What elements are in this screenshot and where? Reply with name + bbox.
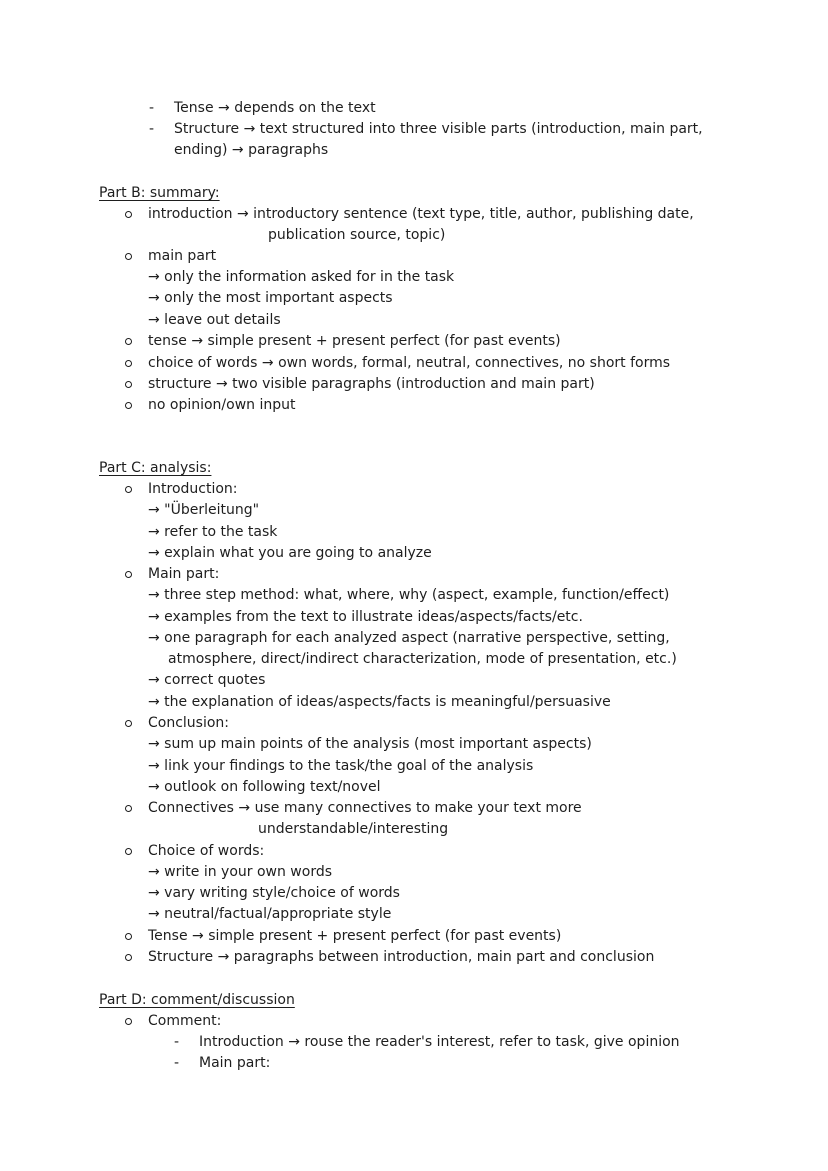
sub-item: → explain what you are going to analyze xyxy=(148,545,432,561)
list-item: introduction → introductory sentence (text type, title, author, publishing date, xyxy=(148,204,694,225)
structure-line: - Structure → text structured into three visible parts (introduction, main part, xyxy=(174,119,703,140)
list-item: Introduction: xyxy=(148,479,238,500)
sub-item: → correct quotes xyxy=(148,672,266,688)
list-item: Choice of words: xyxy=(148,841,264,862)
sub-item-cont: atmosphere, direct/indirect characterization, mode of presentation, etc.) xyxy=(168,651,677,667)
sub-item: → only the information asked for in the task xyxy=(148,269,455,285)
list-item: Tense → simple present + present perfect (for past events) xyxy=(148,926,561,947)
part-c-heading: Part C: analysis: xyxy=(99,460,212,476)
sub-item: → outlook on following text/novel xyxy=(148,779,381,795)
sub-item: → only the most important aspects xyxy=(148,290,393,306)
list-item: Main part: xyxy=(148,564,219,585)
part-b-heading: Part B: summary: xyxy=(99,185,220,201)
sub-item: → "Überleitung" xyxy=(148,502,260,518)
sub-item: → leave out details xyxy=(148,312,281,328)
sub-item: → one paragraph for each analyzed aspect (narrative perspective, setting, xyxy=(148,630,670,646)
sub-item: → the explanation of ideas/aspects/facts is meaningful/persuasive xyxy=(148,694,611,710)
structure-line-cont: ending) → paragraphs xyxy=(174,142,329,158)
sub-item: → refer to the task xyxy=(148,524,278,540)
list-item: Comment: xyxy=(148,1011,221,1032)
sub-item: → examples from the text to illustrate ideas/aspects/facts/etc. xyxy=(148,609,583,625)
list-item: Connectives → use many connectives to make your text more xyxy=(148,798,582,819)
list-item-cont: understandable/interesting xyxy=(258,821,449,837)
sub-item: → three step method: what, where, why (aspect, example, function/effect) xyxy=(148,587,670,603)
dash-item: - Main part: xyxy=(199,1053,270,1074)
dash-item: - Introduction → rouse the reader's interest, refer to task, give opinion xyxy=(199,1032,680,1053)
tense-line: - Tense → depends on the text xyxy=(174,98,376,119)
list-item: tense → simple present + present perfect (for past events) xyxy=(148,331,561,352)
part-d-heading: Part D: comment/discussion xyxy=(99,992,295,1008)
sub-item: → vary writing style/choice of words xyxy=(148,885,400,901)
list-item: no opinion/own input xyxy=(148,395,296,416)
list-item: structure → two visible paragraphs (introduction and main part) xyxy=(148,374,595,395)
list-item: Structure → paragraphs between introduction, main part and conclusion xyxy=(148,947,654,968)
sub-item: → neutral/factual/appropriate style xyxy=(148,906,392,922)
sub-item: → sum up main points of the analysis (most important aspects) xyxy=(148,736,592,752)
sub-item: → link your findings to the task/the goal of the analysis xyxy=(148,758,534,774)
list-item: Conclusion: xyxy=(148,713,229,734)
list-item-cont: publication source, topic) xyxy=(268,227,446,243)
sub-item: → write in your own words xyxy=(148,864,333,880)
list-item: main part xyxy=(148,246,216,267)
list-item: choice of words → own words, formal, neutral, connectives, no short forms xyxy=(148,353,670,374)
